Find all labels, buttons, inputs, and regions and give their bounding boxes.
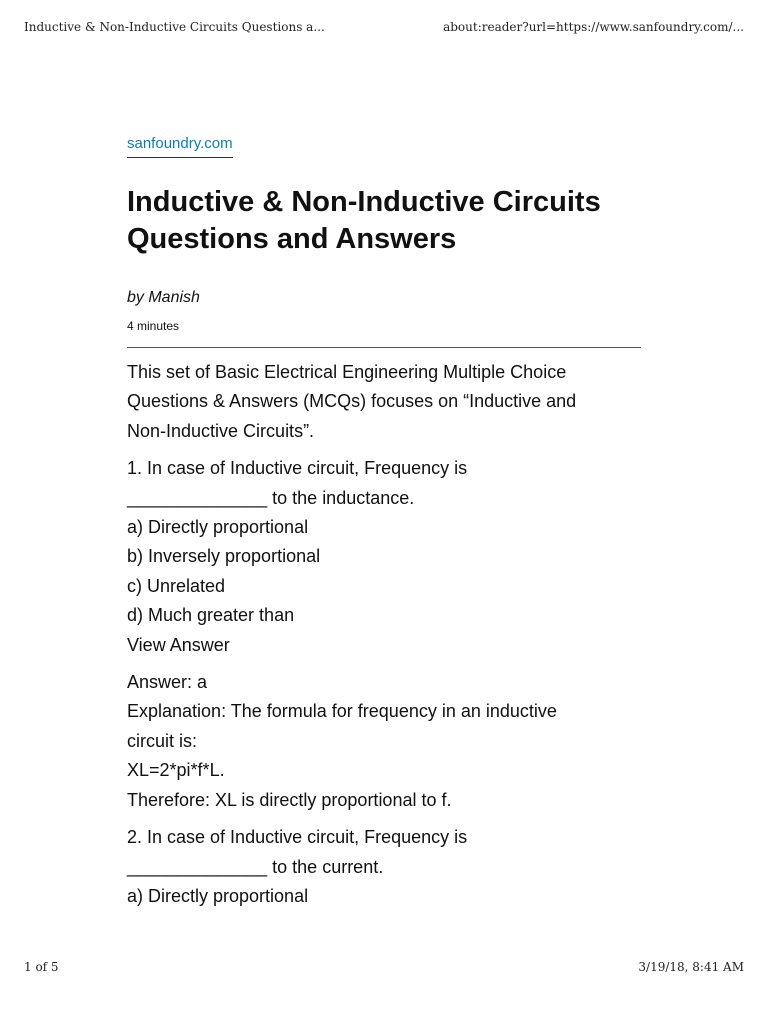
- reader-article: [127, 135, 641, 919]
- question-2-text: ______________ to the current.: [127, 856, 384, 877]
- question-2-text: 2. In case of Inductive circuit, Frequency is: [127, 827, 468, 848]
- print-url: about:reader?url=https://www.sanfoundry.com/...: [443, 20, 744, 34]
- question-1-option-d: d) Much greater than: [127, 605, 295, 626]
- print-datetime: 3/19/18, 8:41 AM: [638, 960, 744, 974]
- intro-paragraph: [127, 358, 641, 446]
- article-byline: by Manish: [127, 289, 200, 306]
- question-1-text: 1. In case of Inductive circuit, Frequency is: [127, 458, 468, 479]
- reading-time: 4 minutes: [127, 319, 180, 333]
- question-1-option-b: b) Inversely proportional: [127, 546, 321, 567]
- answer-1-formula: XL=2*pi*f*L.: [127, 760, 225, 781]
- intro-line: Questions & Answers (MCQs) focuses on “Inductive and: [127, 391, 577, 412]
- article-title: [127, 184, 641, 258]
- source-domain-link[interactable]: sanfoundry.com: [127, 135, 233, 158]
- article-title-line-1: Inductive & Non-Inductive Circuits: [127, 186, 601, 218]
- answer-1-explanation: Explanation: The formula for frequency in an inductive: [127, 701, 557, 722]
- intro-line: Non-Inductive Circuits”.: [127, 420, 315, 441]
- view-answer-button[interactable]: View Answer: [127, 634, 230, 655]
- answer-1: [127, 668, 641, 815]
- question-1-option-a: a) Directly proportional: [127, 517, 309, 538]
- answer-1-conclusion: Therefore: XL is directly proportional to f.: [127, 789, 452, 810]
- question-1-text: ______________ to the inductance.: [127, 487, 415, 508]
- article-title-line-2: Questions and Answers: [127, 223, 457, 255]
- print-page-title: Inductive & Non-Inductive Circuits Questions a...: [24, 20, 325, 34]
- answer-1-explanation: circuit is:: [127, 730, 198, 751]
- question-2: [127, 823, 641, 911]
- article-content: [127, 358, 641, 911]
- question-1-option-c: c) Unrelated: [127, 575, 226, 596]
- question-1: [127, 454, 641, 660]
- intro-line: This set of Basic Electrical Engineering Multiple Choice: [127, 362, 567, 382]
- answer-1-label: Answer: a: [127, 672, 208, 693]
- print-footer: [24, 960, 744, 974]
- question-2-option-a: a) Directly proportional: [127, 885, 309, 906]
- header-divider: [127, 347, 641, 348]
- print-header: [24, 20, 744, 34]
- print-page-number: 1 of 5: [24, 960, 59, 974]
